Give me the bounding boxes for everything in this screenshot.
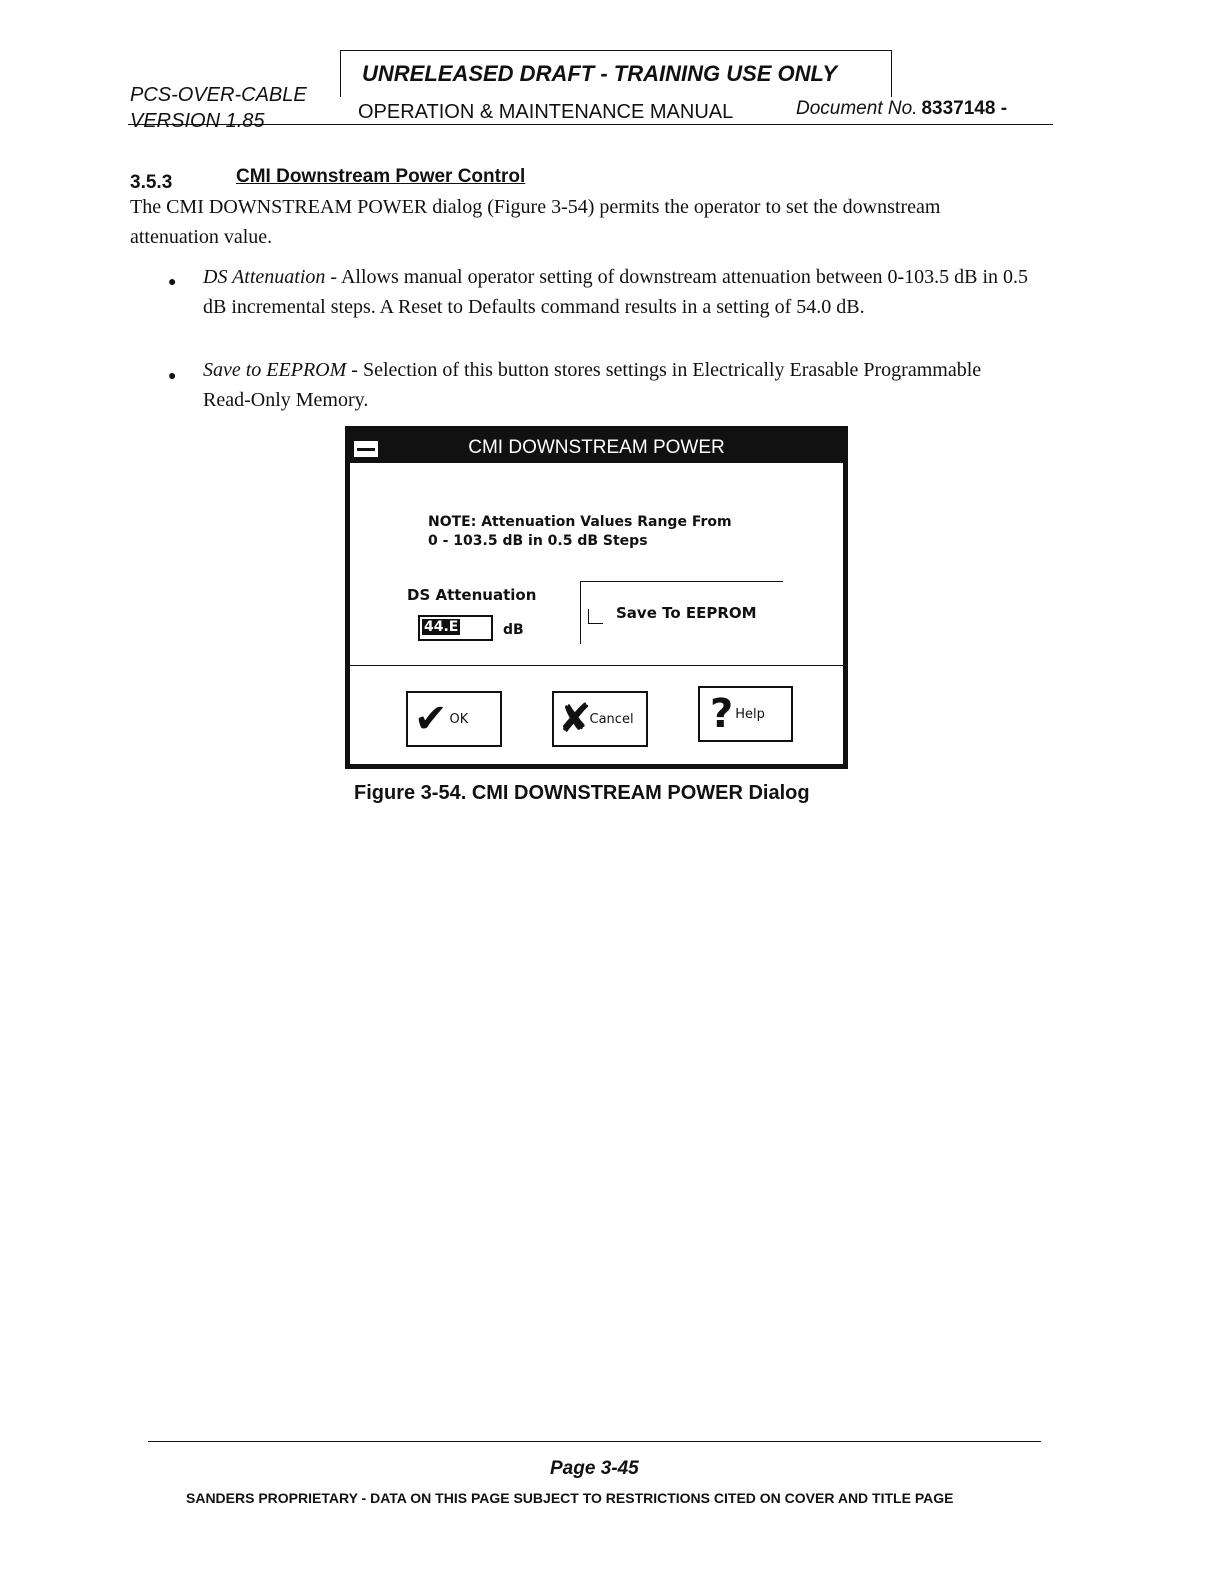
bullet-term: DS Attenuation xyxy=(203,266,326,288)
cancel-button[interactable] xyxy=(552,691,648,747)
save-to-eeprom-checkbox[interactable] xyxy=(588,609,603,624)
bullet-save-eeprom xyxy=(203,355,1033,415)
version-label: VERSION 1.85 xyxy=(130,110,265,132)
dialog-title: CMI DOWNSTREAM POWER xyxy=(468,437,725,458)
document-number-label: Document No. xyxy=(796,98,918,119)
ok-label: OK xyxy=(449,711,469,727)
header-rule xyxy=(128,124,1053,125)
save-to-eeprom-label[interactable]: Save To EEPROM xyxy=(616,604,757,622)
manual-title: OPERATION & MAINTENANCE MANUAL xyxy=(358,101,734,123)
section-number: 3.5.3 xyxy=(130,172,173,193)
ds-attenuation-value: 44.E xyxy=(424,619,459,635)
ds-attenuation-label: DS Attenuation xyxy=(407,586,537,604)
bullet-marker: ● xyxy=(168,369,177,384)
intro-paragraph: The CMI DOWNSTREAM POWER dialog (Figure 3-54) permits the operator to set the downstream attenuation value. xyxy=(130,196,941,248)
footer-rule xyxy=(148,1441,1041,1442)
unit-label: dB xyxy=(503,622,524,638)
product-name: PCS-OVER-CABLE xyxy=(130,84,307,106)
cmi-downstream-power-dialog xyxy=(345,426,848,769)
cancel-label: Cancel xyxy=(589,711,634,727)
note-line-2: 0 - 103.5 dB in 0.5 dB Steps xyxy=(428,533,648,549)
attenuation-note xyxy=(428,513,732,551)
help-label: Help xyxy=(735,706,765,722)
section-title: CMI Downstream Power Control xyxy=(236,166,526,187)
bullet-term: Save to EEPROM xyxy=(203,359,347,381)
figure-caption: Figure 3-54. CMI DOWNSTREAM POWER Dialog xyxy=(354,782,810,804)
bullet-text: - Selection of this button stores settings in Electrically Erasable Programmable Read-Only Memory. xyxy=(203,359,982,411)
page-number: Page 3-45 xyxy=(550,1458,639,1479)
document-number-value: 8337148 - xyxy=(921,98,1008,119)
bullet-text: - Allows manual operator setting of downstream attenuation between 0-103.5 dB in 0.5 dB incremental steps. A Reset to Defaults command results in a setting of 54.0 dB. xyxy=(203,266,1029,318)
bullet-marker: ● xyxy=(168,275,177,290)
bullet-ds-attenuation xyxy=(203,262,1033,322)
checkmark-icon: ✔ xyxy=(414,696,448,742)
x-mark-icon: ✘ xyxy=(558,696,592,742)
proprietary-notice: SANDERS PROPRIETARY - DATA ON THIS PAGE SUBJECT TO RESTRICTIONS CITED ON COVER AND TITLE PAGE xyxy=(186,1490,954,1506)
ds-attenuation-input[interactable] xyxy=(418,615,493,641)
document-number xyxy=(796,98,1007,120)
ok-button[interactable] xyxy=(406,691,502,747)
button-separator xyxy=(348,665,845,666)
question-mark-icon: ? xyxy=(710,691,734,737)
dialog-titlebar xyxy=(350,431,843,463)
note-line-1: NOTE: Attenuation Values Range From xyxy=(428,514,732,530)
draft-notice: UNRELEASED DRAFT - TRAINING USE ONLY xyxy=(362,61,838,86)
help-button[interactable] xyxy=(698,686,793,742)
